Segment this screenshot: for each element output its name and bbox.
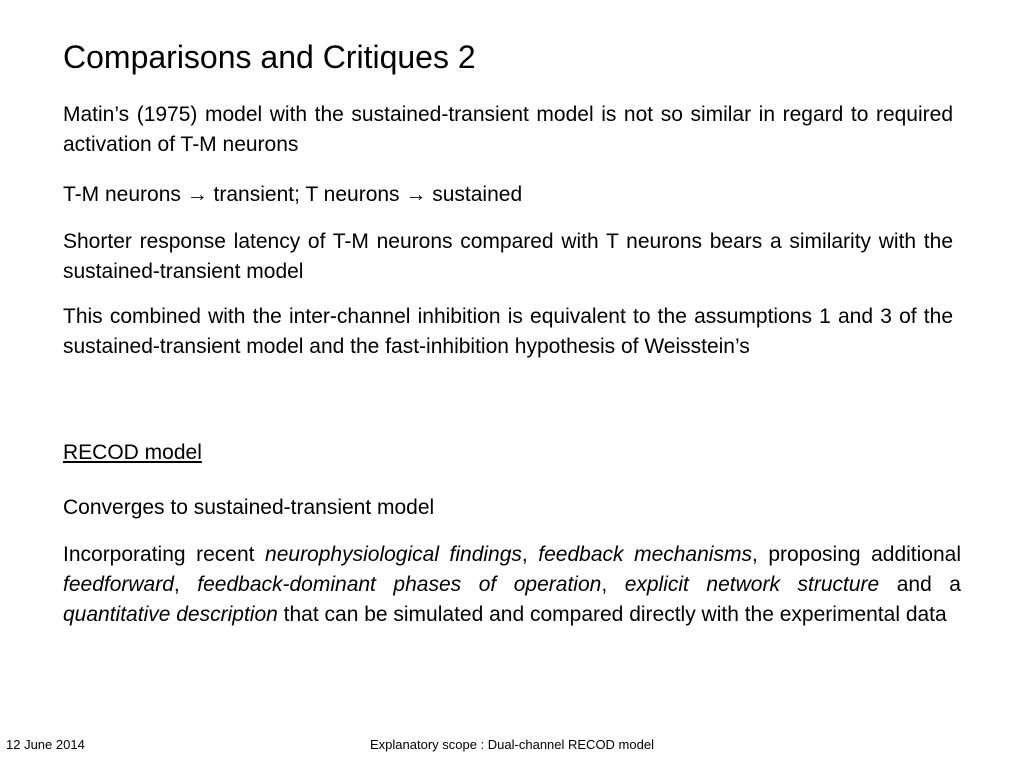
text-run: , proposing additional <box>751 543 962 566</box>
emphasis-feedback-dominant-phases: feedback-dominant phases of operation <box>197 573 602 596</box>
paragraph-inter-channel-inhibition: This combined with the inter-channel inhibition is equivalent to the assumptions 1 and 3 of the sustained-transient model and the fast-inhibition hypothesis of Weisstein’s <box>63 305 953 358</box>
emphasis-quantitative-description: quantitative description <box>63 603 278 626</box>
footer-title: Explanatory scope : Dual-channel RECOD model <box>370 737 654 752</box>
footer-date: 12 June 2014 <box>6 737 85 752</box>
emphasis-feedback-mechanisms: feedback mechanisms <box>538 543 752 566</box>
emphasis-feedforward: feedforward <box>63 573 174 596</box>
text-run: and a <box>879 573 961 596</box>
paragraph-incorporating <box>63 540 961 630</box>
paragraph-converges: Converges to sustained-transient model <box>63 496 435 519</box>
text-run: Incorporating recent <box>63 543 266 566</box>
recod-model-heading: RECOD model <box>63 441 202 464</box>
text-run: that can be simulated and compared directly with the experimental data <box>277 603 947 626</box>
text-run: , <box>173 573 198 596</box>
slide-title: Comparisons and Critiques 2 <box>63 39 476 75</box>
paragraph-response-latency: Shorter response latency of T-M neurons compared with T neurons bears a similarity with the sustained-transient model <box>63 230 953 283</box>
emphasis-explicit-network-structure: explicit network structure <box>624 573 880 596</box>
paragraph-neuron-mapping: T-M neurons → transient; T neurons → sustained <box>63 183 523 206</box>
emphasis-neurophysiological-findings: neurophysiological findings <box>265 543 522 566</box>
text-run: , <box>521 543 539 566</box>
paragraph-matin-model: Matin’s (1975) model with the sustained-transient model is not so similar in regard to required activation of T-M neurons <box>63 103 953 156</box>
text-run: , <box>601 573 625 596</box>
